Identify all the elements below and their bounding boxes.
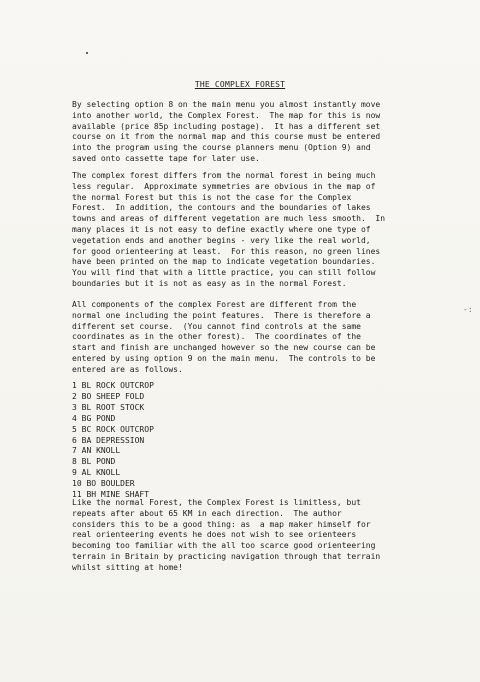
text-line: entered are as follows. (72, 364, 183, 374)
text-line: available (price 85p including postage). It has a different set (72, 121, 381, 131)
text-line: course on it from the normal map and this course must be entered (72, 132, 381, 142)
text-line: Like the normal Forest, the Complex Forest is limitless, but (72, 498, 361, 507)
text-line: terrain in Britain by practicing navigation through that terrain (72, 551, 381, 561)
text-line: The complex forest differs from the normal forest in being much (72, 171, 376, 180)
text-line: start and finish are unchanged however so the new course can be (72, 343, 376, 353)
paragraph-limitless (72, 498, 412, 574)
list-item: 3 BL ROOT STOCK (72, 402, 145, 412)
paper-speck (86, 52, 88, 54)
controls-list (72, 381, 154, 501)
text-line: towns and areas of different vegetation are much less smooth. In (72, 214, 386, 224)
list-item: 11 BH MINE SHAFT (72, 490, 150, 500)
paragraph-intro (72, 100, 412, 165)
list-item: 7 AN KNOLL (72, 446, 121, 456)
text-line: for good orienteering at least. For this reason, no green lines (72, 246, 381, 256)
text-line: into the program using the course planners menu (Option 9) and (72, 143, 371, 153)
text-line: many places it is not easy to define exactly where one type of (72, 224, 371, 234)
text-line: Forest. In addition, the contours and the boundaries of lakes (72, 203, 371, 213)
text-line: considers this to be a good thing: as a map maker himself for (72, 519, 371, 529)
text-line: All components of the complex Forest are different from the (72, 300, 357, 309)
text-line: real orienteering events he does not wish to see orienteers (72, 530, 357, 540)
document-title: THE COMPLEX FOREST (194, 80, 286, 89)
text-line: less regular. Approximate symmetries are obvious in the map of (72, 181, 376, 191)
text-line: into another world, the Complex Forest. The map for this is now (72, 110, 381, 120)
text-line: repeats after about 65 KM in each direction. The author (72, 508, 342, 518)
text-line: have been printed on the map to indicate vegetation boundaries. (72, 257, 376, 267)
list-item: 1 BL ROCK OUTCROP (72, 381, 154, 390)
list-item: 2 BO SHEEP FOLD (72, 391, 145, 401)
list-item: 5 BC ROCK OUTCROP (72, 424, 154, 434)
text-line: coordinates as in the other forest). The coordinates of the (72, 332, 361, 342)
text-line: vegetation ends and another begins - very like the real world, (72, 235, 371, 245)
text-line: becoming too familiar with the all too scarce good orienteering (72, 541, 376, 551)
list-item: 9 AL KNOLL (72, 468, 121, 478)
paragraph-components (72, 300, 412, 376)
text-line: different set course. (You cannot find controls at the same (72, 321, 361, 331)
text-line: saved onto cassette tape for later use. (72, 153, 260, 163)
text-line: whilst sitting at home! (72, 562, 183, 572)
margin-mark: -: (463, 305, 473, 314)
text-line: By selecting option 8 on the main menu you almost instantly move (72, 100, 381, 109)
text-line: You will find that with a little practice, you can still follow (72, 268, 376, 278)
list-item: 10 BO BOULDER (72, 479, 135, 489)
paragraph-differences (72, 171, 412, 290)
text-line: the normal Forest but this is not the case for the Complex (72, 192, 352, 202)
text-line: boundaries but it is not as easy as in the normal Forest. (72, 278, 347, 288)
list-item: 8 BL POND (72, 457, 116, 467)
text-line: entered by using option 9 on the main menu. The controls to be (72, 353, 376, 363)
text-line: normal one including the point features. There is therefore a (72, 310, 371, 320)
list-item: 6 BA DEPRESSION (72, 435, 145, 445)
list-item: 4 BG POND (72, 413, 116, 423)
